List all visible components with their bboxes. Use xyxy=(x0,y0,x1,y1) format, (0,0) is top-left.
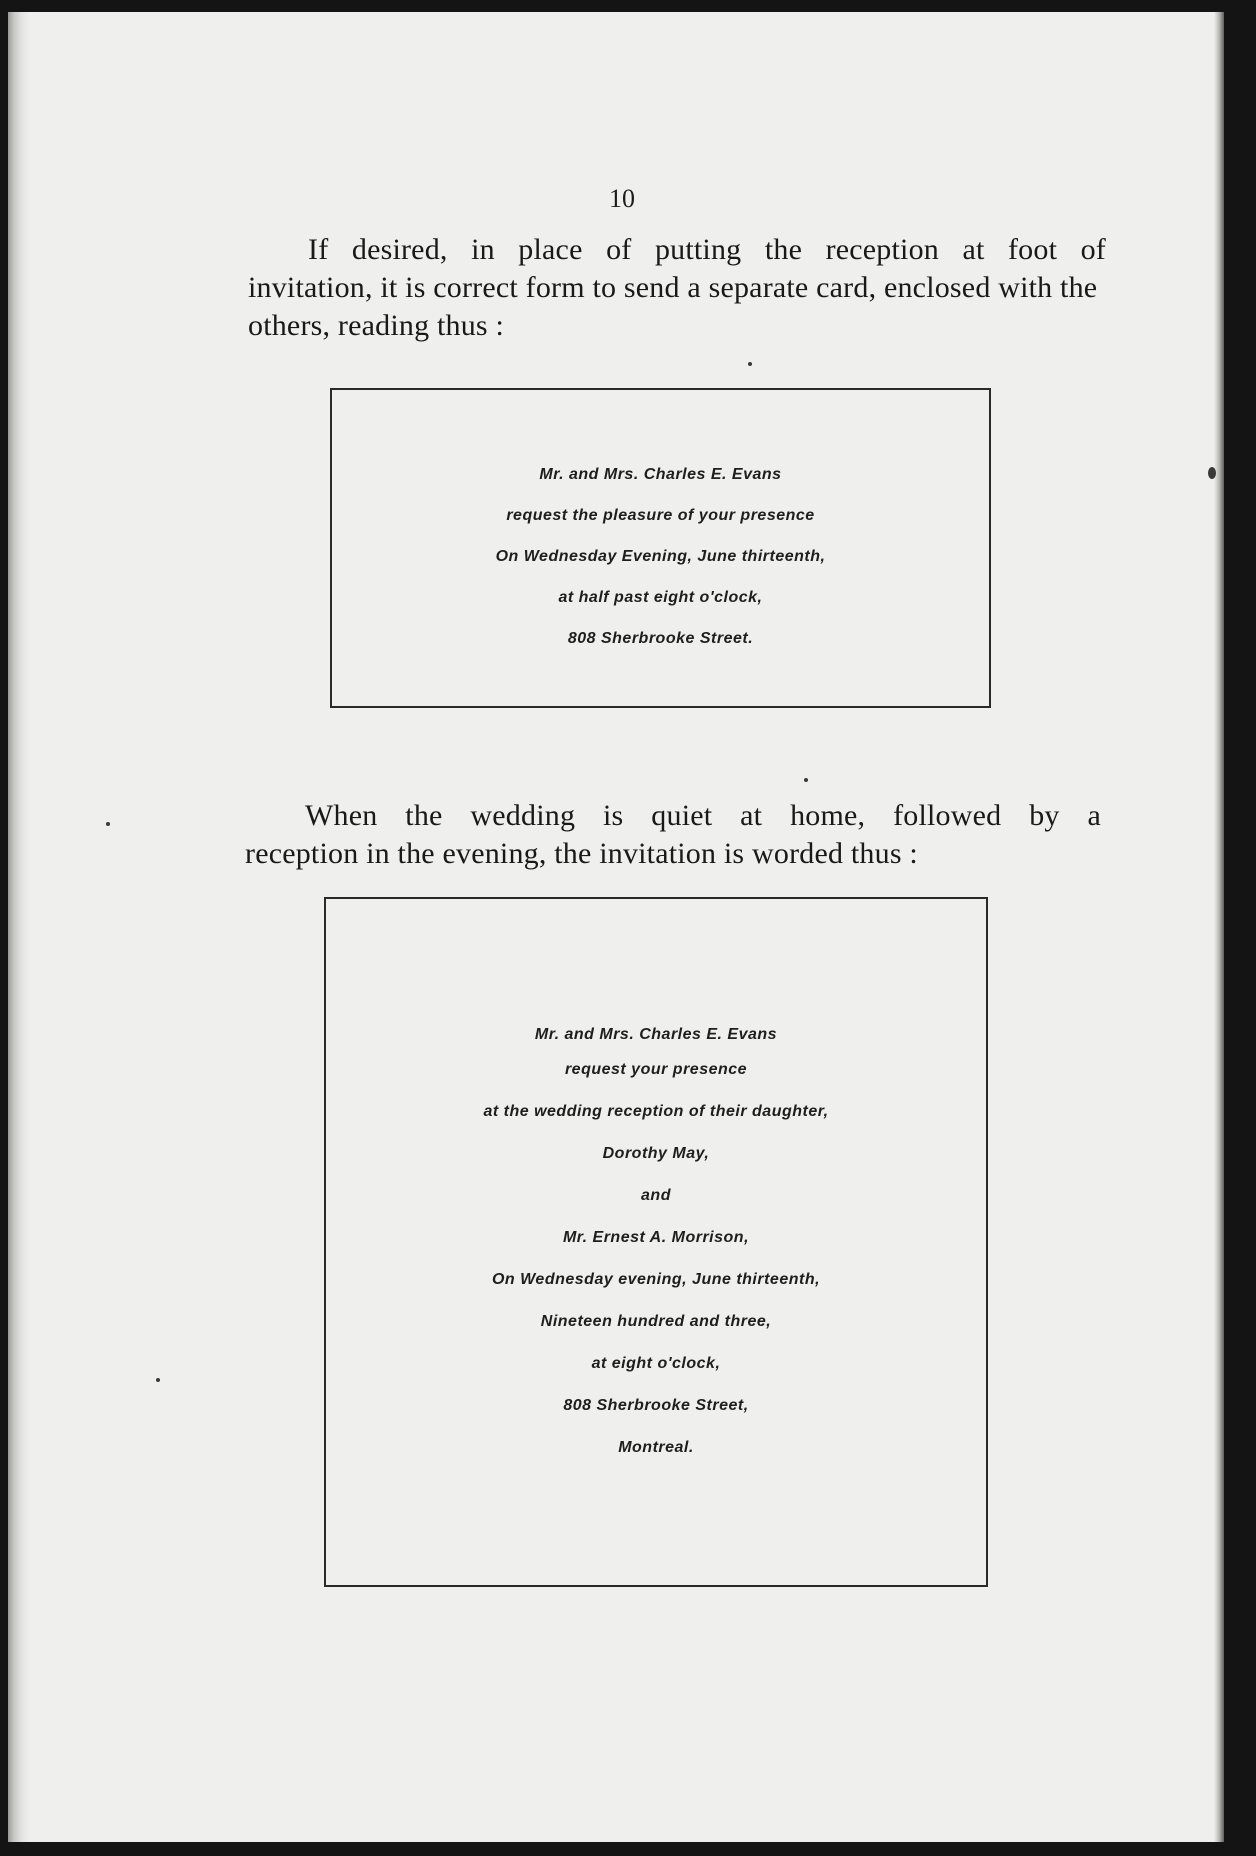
paragraph-line: invitation, it is correct form to send a separate card, enclosed with the others, reading thus : xyxy=(248,271,1098,342)
paragraph-line: If desired, in place of putting the reception at foot of xyxy=(308,233,1106,266)
card-line: Nineteen hundred and three, xyxy=(540,1313,772,1330)
paragraph-separate-card xyxy=(248,231,1106,345)
page-number: 10 xyxy=(609,184,635,213)
page-binding-shadow xyxy=(8,12,30,1842)
page-edge-shadow xyxy=(1214,12,1224,1842)
wedding-reception-invitation xyxy=(324,897,988,1587)
paper-speck xyxy=(804,778,808,782)
reception-card xyxy=(330,388,991,708)
book-page xyxy=(8,12,1224,1842)
card-line: Mr. and Mrs. Charles E. Evans xyxy=(539,466,782,483)
invitation-text xyxy=(326,1017,986,1465)
card-line: 808 Sherbrooke Street. xyxy=(567,630,754,647)
paper-speck xyxy=(1208,467,1216,479)
card-line: Mr. and Mrs. Charles E. Evans xyxy=(534,1026,778,1043)
card-line: Mr. Ernest A. Morrison, xyxy=(562,1229,750,1246)
paper-speck xyxy=(156,1378,160,1382)
paragraph-line: When the wedding is quiet at home, followed by a xyxy=(305,799,1101,832)
reception-card-text xyxy=(332,454,989,659)
paper-speck xyxy=(748,362,752,366)
paper-speck xyxy=(106,822,110,826)
paragraph-quiet-wedding xyxy=(245,797,1101,873)
card-line: On Wednesday Evening, June thirteenth, xyxy=(495,548,826,565)
card-line: Dorothy May, xyxy=(602,1145,710,1162)
card-line: Montreal. xyxy=(618,1439,694,1456)
card-line: On Wednesday evening, June thirteenth, xyxy=(491,1271,821,1288)
card-line: at eight o'clock, xyxy=(591,1355,721,1372)
card-line: at half past eight o'clock, xyxy=(558,589,763,606)
paragraph-line: reception in the evening, the invitation is worded thus : xyxy=(245,837,918,870)
card-line: at the wedding reception of their daughter, xyxy=(483,1103,829,1120)
card-line: and xyxy=(641,1187,671,1204)
card-line: request your presence xyxy=(564,1061,748,1078)
card-line: 808 Sherbrooke Street, xyxy=(563,1397,749,1414)
card-line: request the pleasure of your presence xyxy=(506,507,815,524)
